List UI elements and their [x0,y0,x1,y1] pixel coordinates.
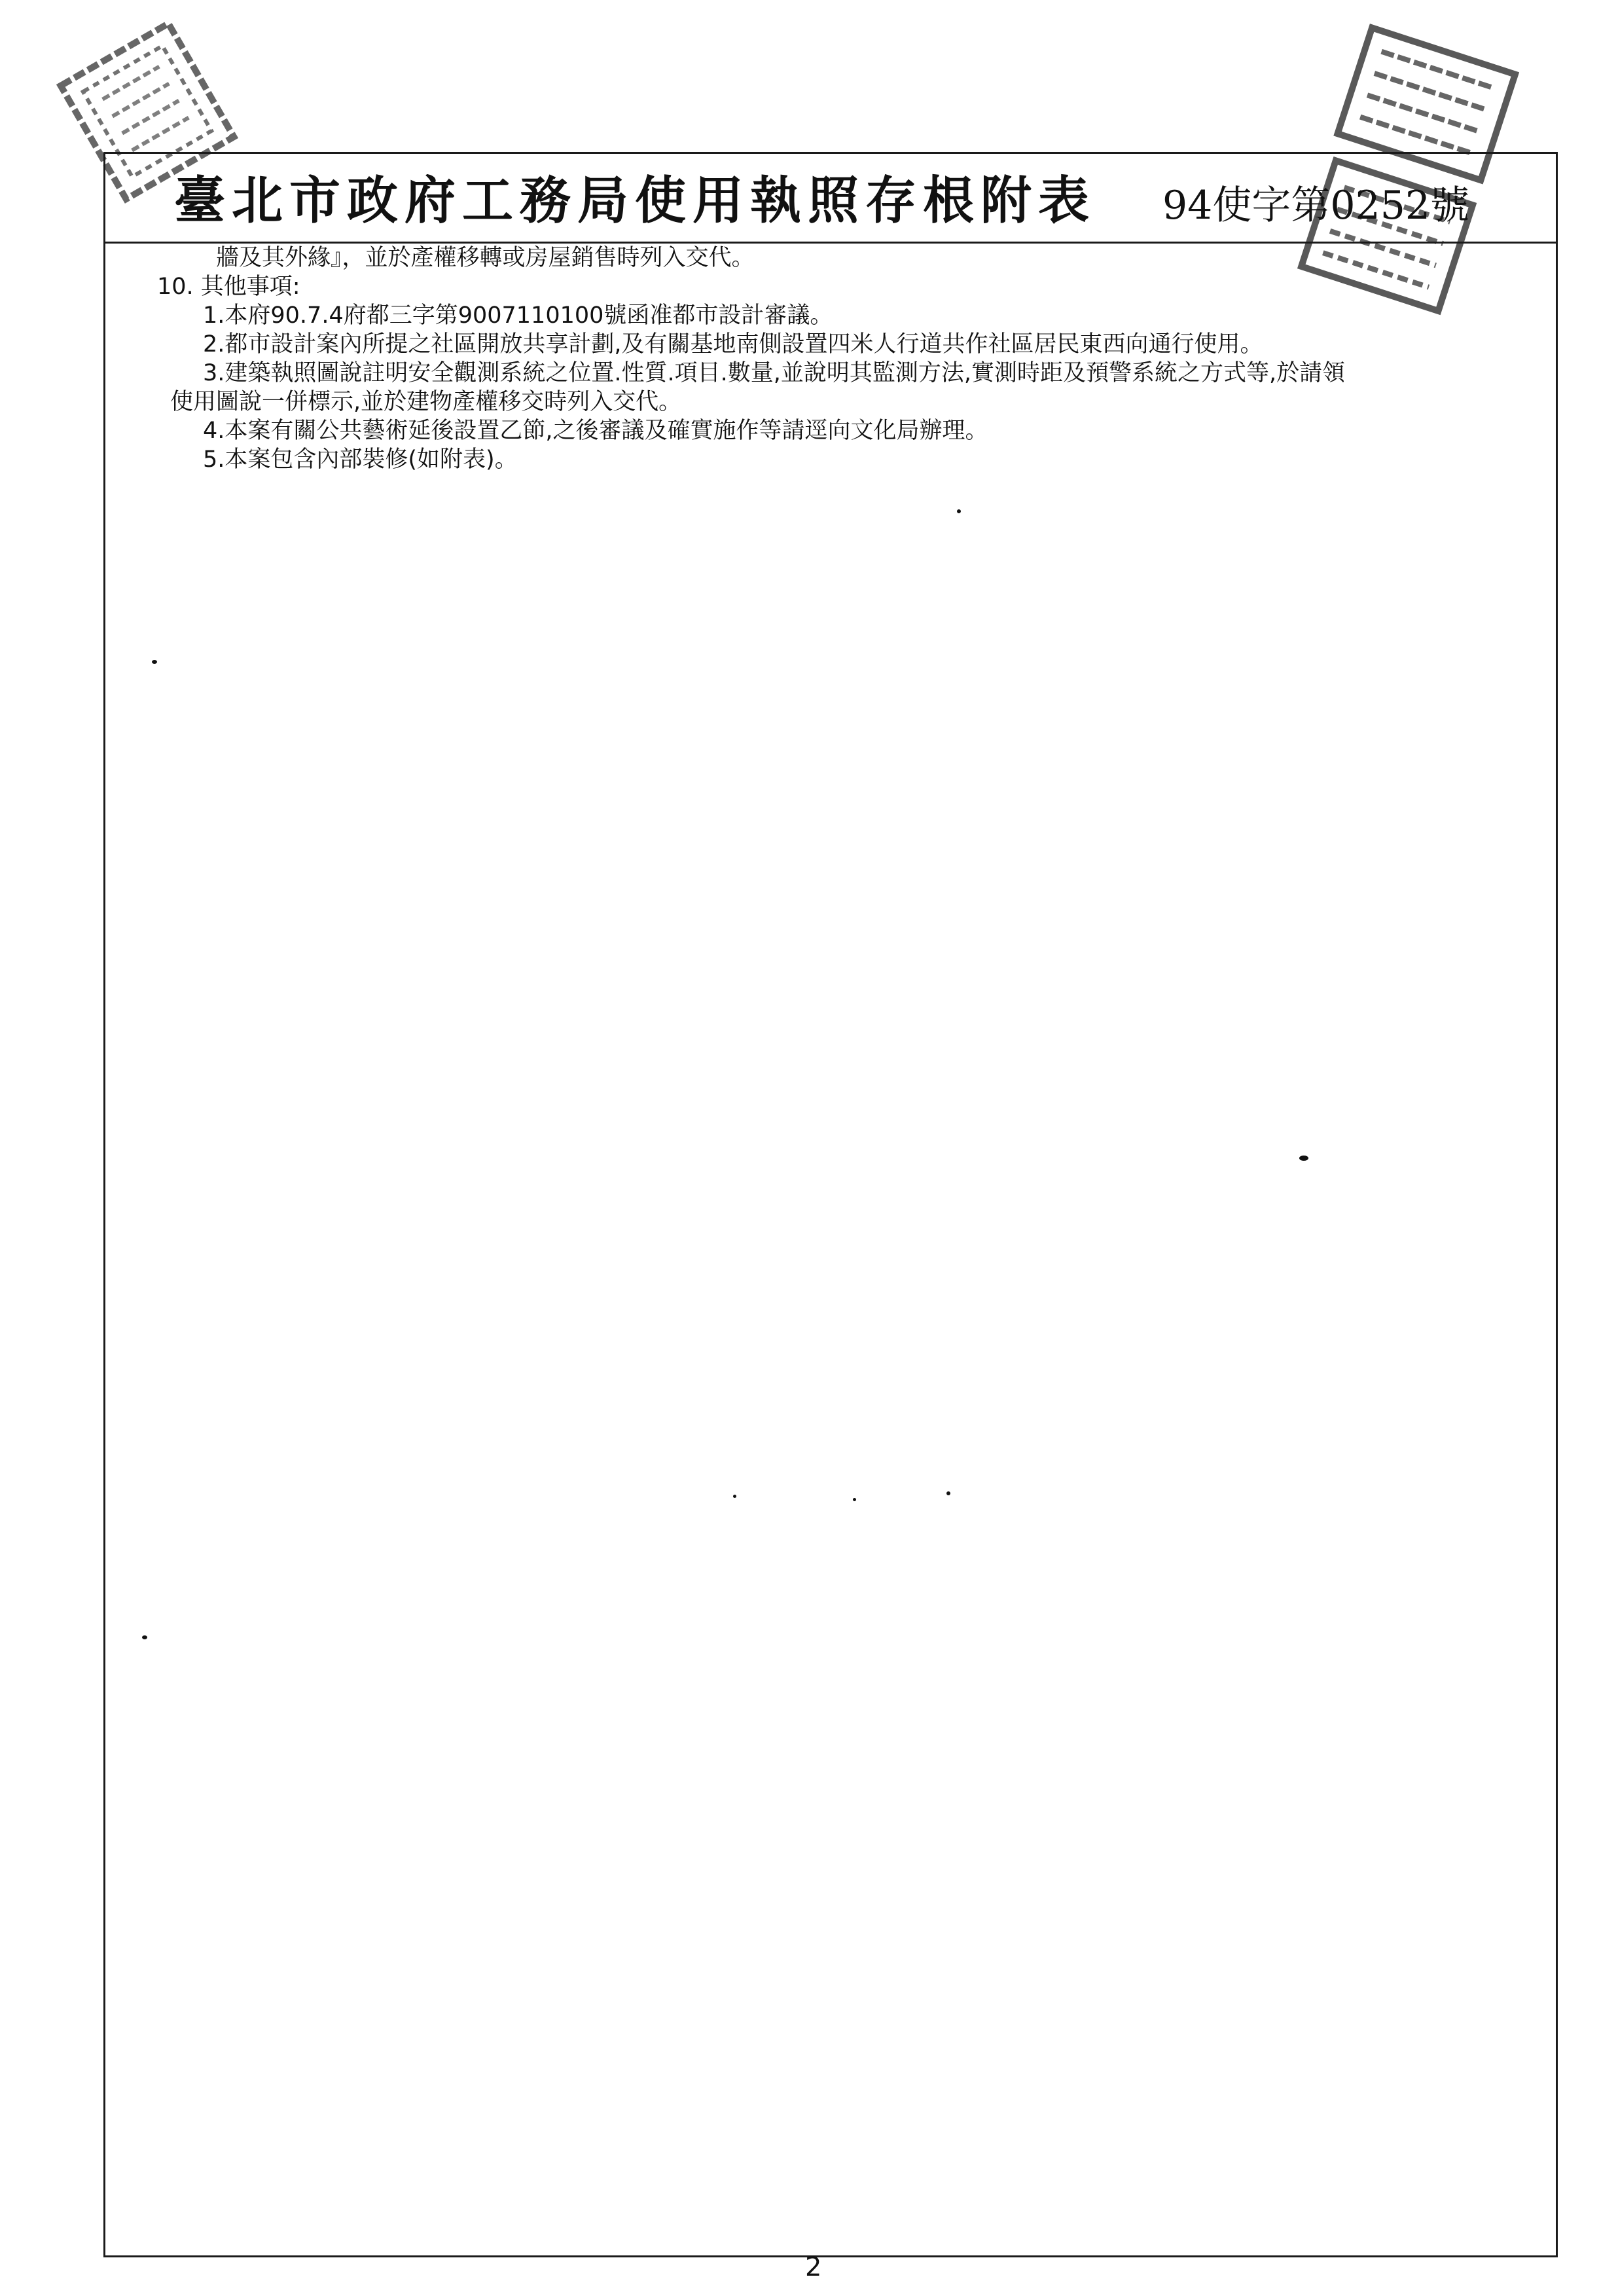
list-item: 5.本案包含內部裝修(如附表)。 [203,446,518,473]
list-item-continuation: 使用圖說一併標示,並於建物產權移交時列入交代。 [170,389,682,415]
list-item: 3.建築執照圖說註明安全觀測系統之位置.性質.項目.數量,並說明其監測方法,實測時距及預警系統之方式等,於請領 [203,360,1346,386]
scan-speck [1299,1156,1308,1161]
permit-number: 94使字第0252號 [1162,183,1470,228]
scan-speck [152,660,157,664]
document-body [157,244,1545,474]
scan-speck [142,1635,147,1639]
scan-speck [957,509,961,513]
list-item: 4.本案有關公共藝術延後設置乙節,之後審議及確實施作等請逕向文化局辦理。 [203,418,988,444]
list-item: 2.都市設計案內所提之社區開放共享計劃,及有關基地南側設置四米人行道共作社區居民東西向通行使用。 [203,331,1263,357]
list-item: 1.本府90.7.4府都三字第9007110100號函准都市設計審議。 [203,302,833,329]
scan-speck [853,1498,856,1501]
document-title: 臺北市政府工務局使用執照存根附表 [174,171,1096,230]
continuation-line: 牆及其外緣』，並於產權移轉或房屋銷售時列入交代。 [216,245,755,271]
scan-speck [946,1491,950,1495]
section-heading: 10. 其他事項: [157,274,300,300]
title-row [103,152,1558,244]
page-number: 2 [805,2252,822,2282]
scan-speck [733,1495,736,1498]
